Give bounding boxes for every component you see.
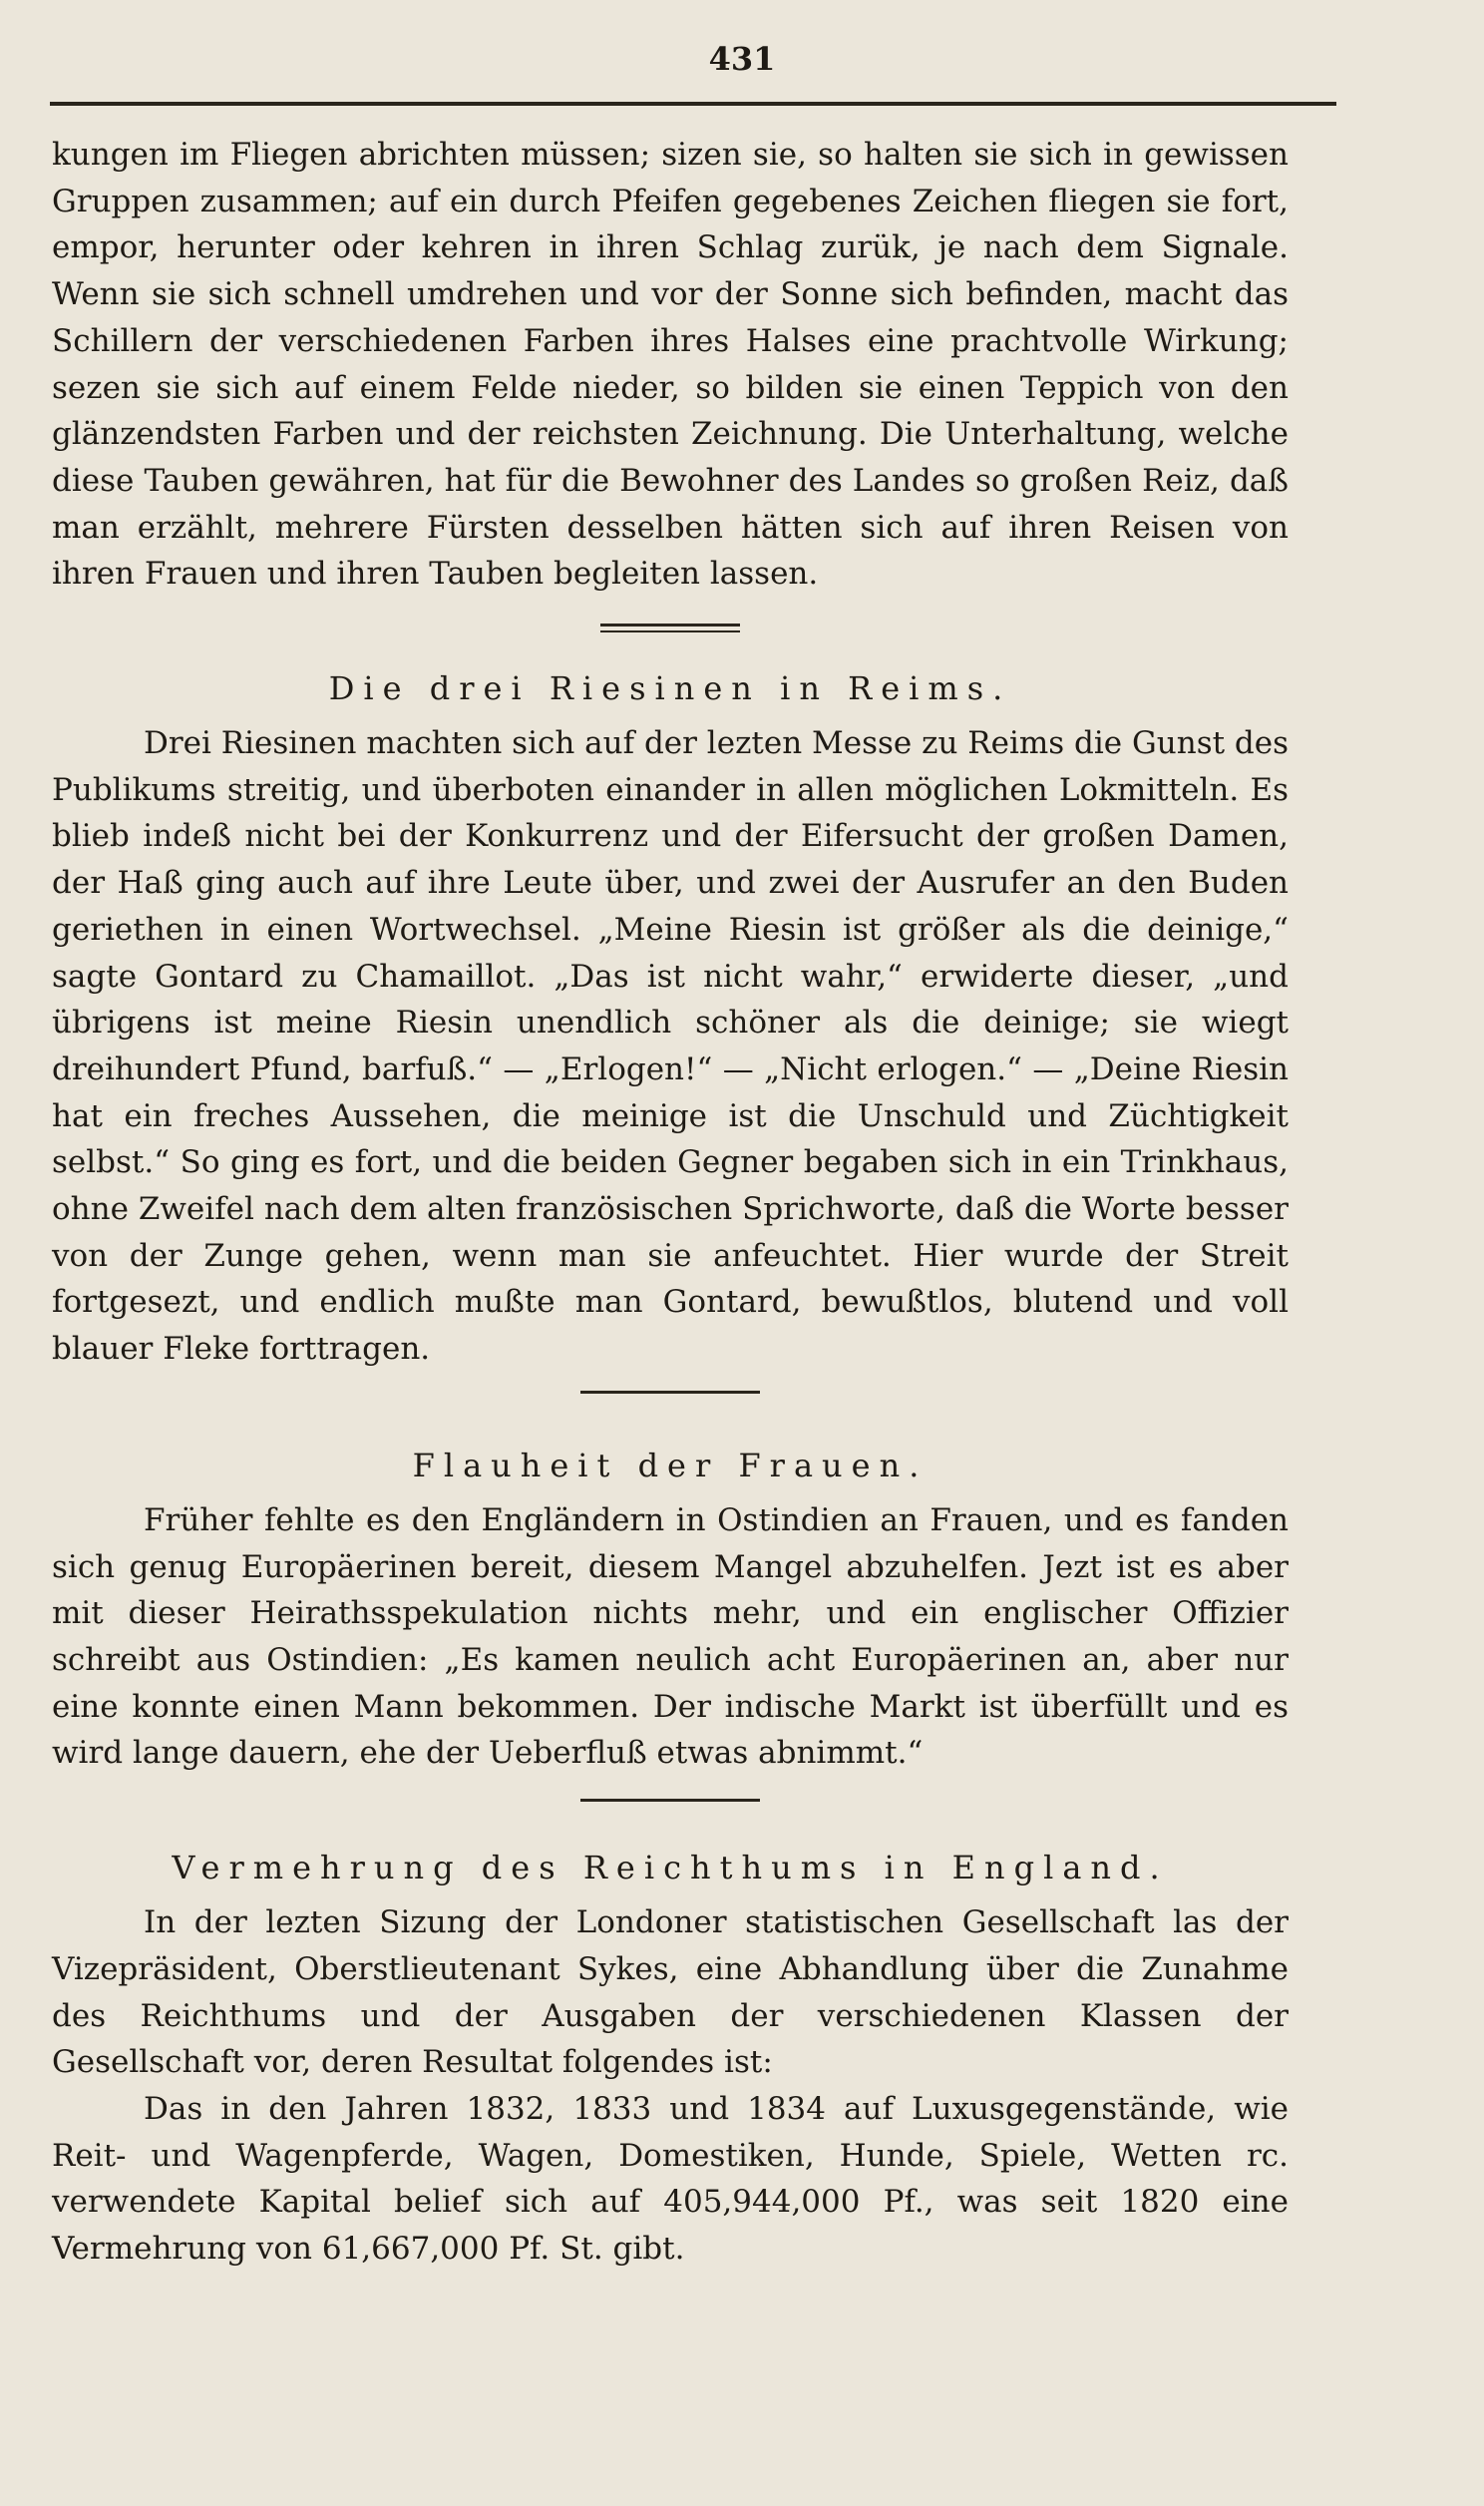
article-riesinen bbox=[52, 664, 1289, 1373]
paragraph: kungen im Fliegen abrichten müssen; sizen sie, so halten sie sich in gewissen Gruppen zusammen; auf ein durch Pfeifen gegebenes Zeichen fliegen sie fort, empor, herunter oder kehren in ihren Schlag zurük, je nach dem Signale. Wenn sie sich schnell umdrehen und vor der Sonne sich befinden, macht das Schillern der verschiedenen Farben ihres Halses eine prachtvolle Wirkung; sezen sie sich auf einem Felde nieder, so bilden sie einen Teppich von den glänzendsten Farben und der reichsten Zeichnung. Die Unterhaltung, welche diese Tauben gewähren, hat für die Bewohner des Landes so großen Reiz, daß man erzählt, mehrere Fürsten desselben hätten sich auf ihren Reisen von ihren Frauen und ihren Tauben begleiten lassen. bbox=[52, 137, 1289, 593]
section-heading: Die drei Riesinen in Reims. bbox=[328, 669, 1012, 708]
section-separator bbox=[580, 1799, 760, 1802]
header-rule bbox=[50, 102, 1336, 106]
section-separator bbox=[600, 624, 740, 630]
article-flauheit bbox=[52, 1442, 1289, 1777]
article-reichthum bbox=[52, 1844, 1289, 2273]
page-body bbox=[52, 132, 1289, 2273]
section-heading: Vermehrung des Reichthums in England. bbox=[172, 1849, 1169, 1887]
paragraph: Das in den Jahren 1832, 1833 und 1834 auf Luxusgegenstände, wie Reit- und Wagenpferde, Wagen, Domestiken, Hunde, Spiele, Wetten rc. verwendete Kapital belief sich auf 405,944,000 Pf., was seit 1820 eine Vermehrung von 61,667,000 Pf. St. gibt. bbox=[52, 2090, 1289, 2268]
paragraph: Früher fehlte es den Engländern in Ostindien an Frauen, und es fanden sich genug Europäerinen bereit, diesem Mangel abzuhelfen. Jezt ist es aber mit dieser Heirathsspekulation nichts mehr, und ein englischer Offizier schreibt aus Ostindien: „Es kamen neulich acht Europäerinen an, aber nur eine konnte einen Mann bekommen. Der indische Markt ist überfüllt und es wird lange dauern, ehe der Ueberfluß etwas abnimmt.“ bbox=[52, 1501, 1289, 1772]
paragraph: In der lezten Sizung der Londoner statistischen Gesellschaft las der Vizepräsident, Oberstlieutenant Sykes, eine Abhandlung über die Zunahme des Reichthums und der Ausgaben der verschiedenen Klassen der Gesellschaft vor, deren Resultat folgendes ist: bbox=[52, 1904, 1289, 2081]
paragraph: Drei Riesinen machten sich auf der lezten Messe zu Reims die Gunst des Publikums streitig, und überboten einander in allen möglichen Lokmitteln. Es blieb indeß nicht bei der Konkurrenz und der Eifersucht der großen Damen, der Haß ging auch auf ihre Leute über, und zwei der Ausrufer an den Buden geriethen in einen Wortwechsel. „Meine Riesin ist größer als die deinige,“ sagte Gontard zu Chamaillot. „Das ist nicht wahr,“ erwiderte dieser, „und übrigens ist meine Riesin unendlich schöner als die deinige; sie wiegt dreihundert Pfund, barfuß.“ — „Erlogen!“ — „Nicht erlogen.“ — „Deine Riesin hat ein freches Aussehen, die meinige ist die Unschuld und Züchtigkeit selbst.“ So ging es fort, und die beiden Gegner begaben sich in ein Trinkhaus, ohne Zweifel nach dem alten französischen Sprichworte, daß die Worte besser von der Zunge gehen, wenn man sie anfeuchtet. Hier wurde der Streit fortgesezt, und endlich mußte man Gontard, bewußtlos, blutend und voll blauer Fleke forttragen. bbox=[52, 725, 1290, 1368]
page-number: 431 bbox=[708, 40, 776, 78]
section-heading: Flauheit der Frauen. bbox=[412, 1446, 928, 1484]
section-separator bbox=[580, 1391, 760, 1394]
article-continuation bbox=[52, 132, 1289, 598]
